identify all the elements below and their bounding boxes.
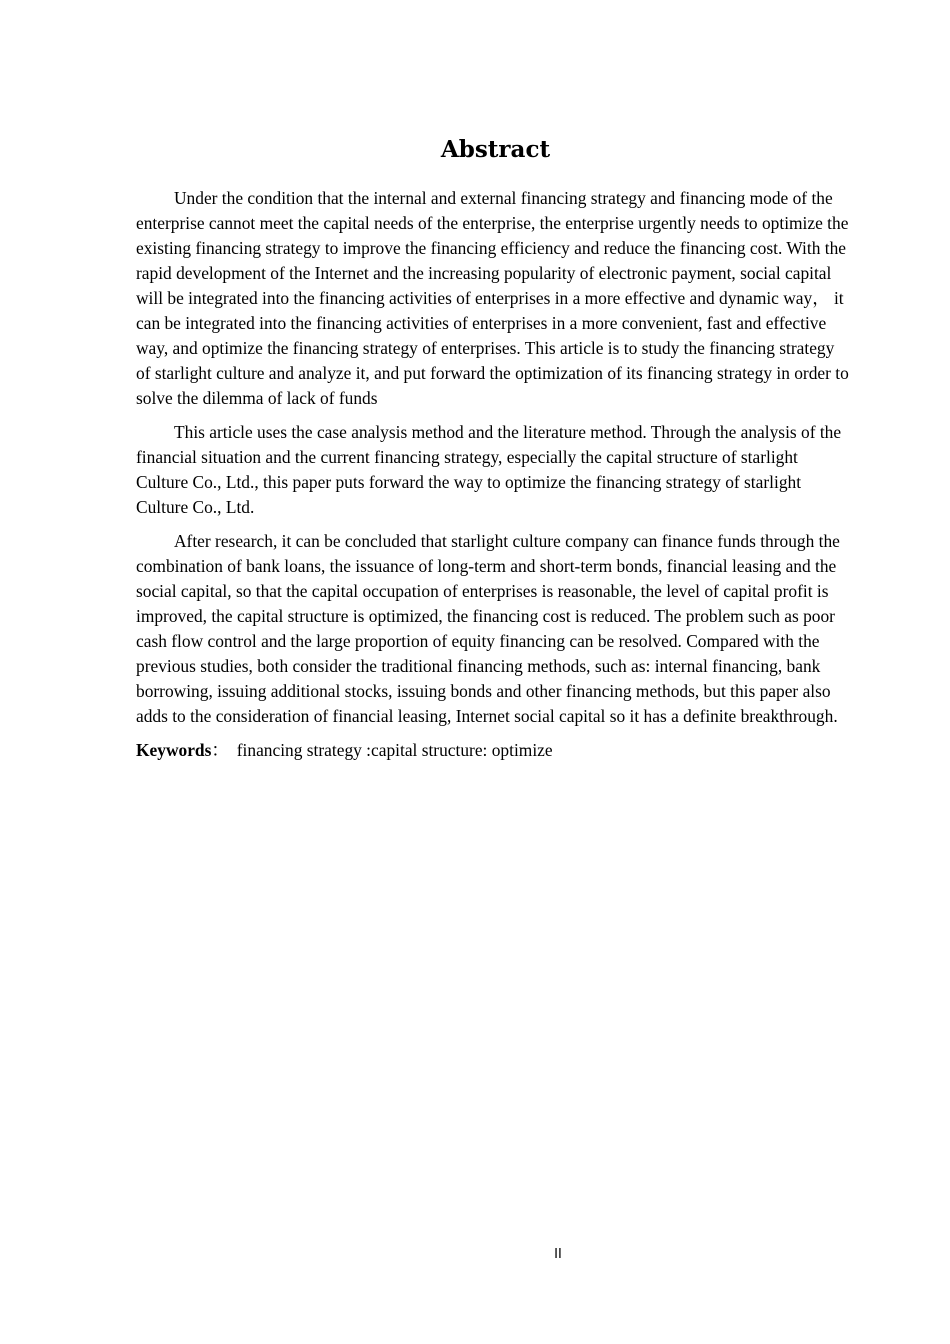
keywords-label: Keywords	[136, 740, 212, 760]
keywords-separator: ：	[211, 740, 229, 760]
page-number: II	[554, 1247, 562, 1262]
abstract-paragraph-1: Under the condition that the internal and external financing strategy and financing mode of the enterprise cannot meet the capital needs of the enterprise, the enterprise urgently needs to optimize the existing financing strategy to improve the financing efficiency and reduce the financing cost. With the rapid development of the Internet and the increasing popularity of electronic payment, social capital will be integrated into the financing activities of enterprises in a more effective and dynamic way， it can be integrated into the financing activities of enterprises in a more convenient, fast and effective way, and optimize the financing strategy of enterprises. This article is to study the financing strategy of starlight culture and analyze it, and put forward the optimization of its financing strategy in order to solve the dilemma of lack of funds	[136, 188, 849, 408]
abstract-paragraph-2: This article uses the case analysis method and the literature method. Through the analysis of the financial situation and the current financing strategy, especially the capital structure of starlight Culture Co., Ltd., this paper puts forward the way to optimize the financing strategy of starlight Culture Co., Ltd.	[136, 422, 842, 517]
abstract-title: Abstract	[440, 136, 551, 163]
abstract-paragraph-3: After research, it can be concluded that starlight culture company can finance funds through the combination of bank loans, the issuance of long-term and short-term bonds, financial leasing and the social capital, so that the capital occupation of enterprises is reasonable, the level of capital profit is improved, the capital structure is optimized, the financing cost is reduced. The problem such as poor cash flow control and the large proportion of equity financing can be resolved. Compared with the previous studies, both consider the traditional financing methods, such as: internal financing, bank borrowing, issuing additional stocks, issuing bonds and other financing methods, but this paper also adds to the consideration of financial leasing, Internet social capital so it has a definite breakthrough.	[136, 531, 840, 726]
page-content	[136, 134, 851, 763]
keywords-value: financing strategy :capital structure: optimize	[236, 740, 553, 760]
keywords-line	[136, 738, 851, 763]
